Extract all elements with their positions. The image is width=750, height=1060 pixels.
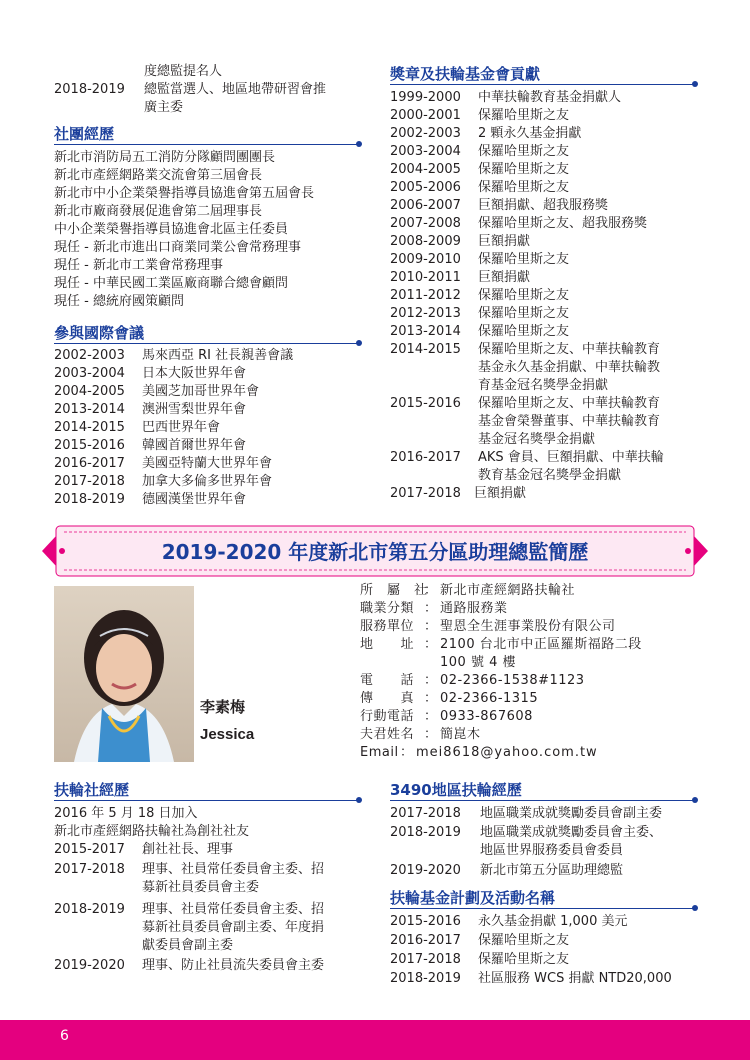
- info-colon: ：: [424, 637, 438, 652]
- info-colon: ：: [424, 709, 438, 724]
- info-label: 服務單位: [360, 619, 415, 634]
- convention-text: 巴西世界年會: [142, 420, 221, 435]
- foundation-plans-title: 扶輪基金計劃及活動名稱: [390, 889, 556, 907]
- club-history-text: 創社社長、理事: [142, 842, 234, 857]
- club-experience-title: 社團經歷: [54, 125, 115, 143]
- district-history-rule-dot: [692, 797, 698, 803]
- award-text: 保羅哈里斯之友: [478, 162, 570, 177]
- award-year: 2017-2018: [390, 486, 461, 501]
- award-text: 保羅哈里斯之友: [478, 324, 570, 339]
- convention-text: 美國芝加哥世界年會: [142, 384, 260, 399]
- list-item: 現任 - 新北市工業會常務理事: [54, 258, 223, 273]
- profile-name-zh: 李素梅: [200, 698, 246, 716]
- award-year: 2016-2017: [390, 450, 461, 465]
- intl-convention-title: 參與國際會議: [54, 324, 145, 342]
- club-history-year: 2018-2019: [54, 902, 125, 917]
- award-year: 2015-2016: [390, 396, 461, 411]
- info-label: 地 址: [360, 637, 415, 652]
- award-text: 保羅哈里斯之友: [478, 108, 570, 123]
- award-text: 育基金冠名獎學金捐獻: [478, 378, 609, 393]
- info-colon: ：: [424, 601, 438, 616]
- district-history-list: [390, 805, 720, 885]
- info-value: 2100 台北市中正區羅斯福路二段: [440, 637, 642, 652]
- award-text: 保羅哈里斯之友: [478, 180, 570, 195]
- intl-convention-rule-dot: [356, 340, 362, 346]
- award-text: AKS 會員、巨額捐獻、中華扶輪: [478, 450, 664, 465]
- awards-rule-dot: [692, 81, 698, 87]
- convention-year: 2016-2017: [54, 456, 125, 471]
- award-year: 1999-2000: [390, 90, 461, 105]
- convention-year: 2014-2015: [54, 420, 125, 435]
- top-left-line-1: 度總監提名人: [144, 64, 223, 79]
- info-colon: ：: [424, 673, 438, 688]
- award-text: 巨額捐獻、超我服務獎: [478, 198, 609, 213]
- plan-year: 2018-2019: [390, 971, 461, 986]
- foundation-plans-list: [390, 913, 720, 989]
- portrait-photo: [54, 586, 194, 762]
- club-history-text: 募新社員委員會副主委、年度捐: [142, 920, 325, 935]
- award-text: 2 顆永久基金捐獻: [478, 126, 582, 141]
- award-text: 保羅哈里斯之友、中華扶輪教育: [478, 396, 661, 411]
- award-year: 2012-2013: [390, 306, 461, 321]
- award-year: 2007-2008: [390, 216, 461, 231]
- top-left-line-3: 廣主委: [144, 100, 184, 115]
- club-history-title: 扶輪社經歷: [54, 781, 130, 799]
- award-text: 保羅哈里斯之友、超我服務獎: [478, 216, 648, 231]
- list-item: 新北市廠商發展促進會第二屆理事長: [54, 204, 263, 219]
- award-text: 保羅哈里斯之友: [478, 288, 570, 303]
- info-label: 職業分類: [360, 601, 415, 616]
- convention-year: 2003-2004: [54, 366, 125, 381]
- award-text: 巨額捐獻: [478, 270, 531, 285]
- info-label: Email: [360, 745, 399, 760]
- club-history-text: 理事、防止社員流失委員會主委: [142, 958, 325, 973]
- info-value: 100 號 4 樓: [440, 655, 516, 670]
- list-item: 新北市產經網路業交流會第三屆會長: [54, 168, 263, 183]
- top-left-year-2: 2018-2019: [54, 82, 125, 97]
- info-label: 行動電話: [360, 709, 415, 724]
- award-text: 巨額捐獻: [478, 234, 531, 249]
- top-left-line-2: 總監當選人、地區地帶研習會推: [144, 82, 327, 97]
- club-experience-rule: [54, 144, 360, 145]
- info-value: 新北市產經網路扶輪社: [440, 583, 576, 598]
- convention-year: 2015-2016: [54, 438, 125, 453]
- award-text: 基金會榮譽董事、中華扶輪教育: [478, 414, 661, 429]
- plan-year: 2017-2018: [390, 952, 461, 967]
- foundation-plans-rule-dot: [692, 905, 698, 911]
- club-history-intro: 新北市產經網路扶輪社為創社社友: [54, 824, 250, 839]
- award-year: 2002-2003: [390, 126, 461, 141]
- plan-text: 社區服務 WCS 捐獻 NTD20,000: [478, 971, 672, 986]
- plan-year: 2016-2017: [390, 933, 461, 948]
- list-item: 現任 - 中華民國工業區廠商聯合總會顧問: [54, 276, 288, 291]
- list-item: 現任 - 新北市進出口商業同業公會常務理事: [54, 240, 301, 255]
- award-year: 2010-2011: [390, 270, 461, 285]
- info-value: 聖恩全生涯事業股份有限公司: [440, 619, 616, 634]
- list-item: 現任 - 總統府國策顧問: [54, 294, 184, 309]
- info-value: 簡崑木: [440, 727, 481, 742]
- club-history-text: 理事、社員常任委員會主委、招: [142, 902, 325, 917]
- list-item: 新北市中小企業榮譽指導員協進會第五屆會長: [54, 186, 315, 201]
- awards-title: 獎章及扶輪基金會貢獻: [390, 65, 541, 83]
- district-text: 地區職業成就獎勵委員會主委、: [480, 825, 663, 840]
- convention-year: 2018-2019: [54, 492, 125, 507]
- district-history-rule: [390, 800, 696, 801]
- district-year: 2018-2019: [390, 825, 461, 840]
- award-text: 基金冠名獎學金捐獻: [478, 432, 596, 447]
- district-text: 地區職業成就獎勵委員會副主委: [480, 806, 663, 821]
- award-text: 保羅哈里斯之友: [478, 306, 570, 321]
- intl-convention-rule: [54, 343, 360, 344]
- award-year: 2005-2006: [390, 180, 461, 195]
- profile-info: [360, 582, 700, 764]
- info-colon: ：: [424, 619, 438, 634]
- award-year: 2013-2014: [390, 324, 461, 339]
- award-text: 基金永久基金捐獻、中華扶輪教: [478, 360, 661, 375]
- district-history-title: 3490地區扶輪經歷: [390, 781, 522, 799]
- club-experience-rule-dot: [356, 141, 362, 147]
- club-experience-list: [54, 149, 374, 311]
- club-history-year: 2019-2020: [54, 958, 125, 973]
- award-text: 巨額捐獻: [474, 486, 527, 501]
- list-item: 中小企業榮譽指導員協進會北區主任委員: [54, 222, 289, 237]
- convention-year: 2017-2018: [54, 474, 125, 489]
- award-year: 2000-2001: [390, 108, 461, 123]
- award-year: 2014-2015: [390, 342, 461, 357]
- footer-bar: [0, 1020, 750, 1060]
- info-colon: ：: [424, 583, 438, 598]
- convention-text: 德國漢堡世界年會: [142, 492, 247, 507]
- award-text: 保羅哈里斯之友、中華扶輪教育: [478, 342, 661, 357]
- award-year: 2003-2004: [390, 144, 461, 159]
- info-label: 電 話: [360, 673, 415, 688]
- profile-name-en: Jessica: [200, 726, 255, 743]
- convention-text: 韓國首爾世界年會: [142, 438, 247, 453]
- club-history-text: 募新社員委員會主委: [142, 880, 260, 895]
- info-label: 夫君姓名: [360, 727, 415, 742]
- info-label: 傳 真: [360, 691, 415, 706]
- club-history-year: 2017-2018: [54, 862, 125, 877]
- club-history-year: 2015-2017: [54, 842, 125, 857]
- district-year: 2019-2020: [390, 863, 461, 878]
- convention-year: 2013-2014: [54, 402, 125, 417]
- award-year: 2006-2007: [390, 198, 461, 213]
- awards-rule: [390, 84, 696, 85]
- convention-year: 2004-2005: [54, 384, 125, 399]
- plan-text: 永久基金捐獻 1,000 美元: [478, 914, 628, 929]
- awards-list: [390, 89, 710, 509]
- info-colon: ：: [424, 691, 438, 706]
- award-year: 2008-2009: [390, 234, 461, 249]
- district-text: 地區世界服務委員會委員: [480, 843, 624, 858]
- convention-year: 2002-2003: [54, 348, 125, 363]
- award-year: 2009-2010: [390, 252, 461, 267]
- plan-text: 保羅哈里斯之友: [478, 952, 570, 967]
- club-history-list: [54, 805, 374, 985]
- award-text: 中華扶輪教育基金捐獻人: [478, 90, 622, 105]
- award-year: 2004-2005: [390, 162, 461, 177]
- plan-year: 2015-2016: [390, 914, 461, 929]
- page-number: 6: [60, 1028, 69, 1044]
- plan-text: 保羅哈里斯之友: [478, 933, 570, 948]
- info-value: 通路服務業: [440, 601, 508, 616]
- district-year: 2017-2018: [390, 806, 461, 821]
- info-value: 0933-867608: [440, 709, 533, 724]
- intl-convention-list: [54, 347, 374, 512]
- club-history-text: 理事、社員常任委員會主委、招: [142, 862, 325, 877]
- convention-text: 加拿大多倫多世界年會: [142, 474, 273, 489]
- foundation-plans-rule: [390, 908, 696, 909]
- convention-text: 馬來西亞 RI 社長親善會議: [142, 348, 294, 363]
- info-colon: ：: [400, 745, 414, 760]
- banner-title: 2019-2020 年度新北市第五分區助理總監簡歷: [161, 540, 589, 564]
- award-text: 保羅哈里斯之友: [478, 144, 570, 159]
- award-text: 保羅哈里斯之友: [478, 252, 570, 267]
- club-history-rule: [54, 800, 360, 801]
- club-history-text: 獻委員會副主委: [142, 938, 234, 953]
- convention-text: 日本大阪世界年會: [142, 366, 247, 381]
- info-colon: ：: [424, 727, 438, 742]
- info-value: 02-2366-1315: [440, 691, 539, 706]
- top-left-block: [54, 63, 374, 123]
- district-text: 新北市第五分區助理總監: [480, 863, 624, 878]
- convention-text: 澳洲雪梨世界年會: [142, 402, 247, 417]
- award-year: 2011-2012: [390, 288, 461, 303]
- club-history-rule-dot: [356, 797, 362, 803]
- convention-text: 美國亞特蘭大世界年會: [142, 456, 273, 471]
- info-value: 02-2366-1538#1123: [440, 673, 585, 688]
- info-label: 所 屬 社: [360, 583, 428, 598]
- award-text: 教育基金冠名獎學金捐獻: [478, 468, 622, 483]
- email-link[interactable]: mei8618@yahoo.com.tw: [416, 745, 598, 760]
- club-history-intro: 2016 年 5 月 18 日加入: [54, 806, 198, 821]
- list-item: 新北市消防局五工消防分隊顧問團團長: [54, 150, 276, 165]
